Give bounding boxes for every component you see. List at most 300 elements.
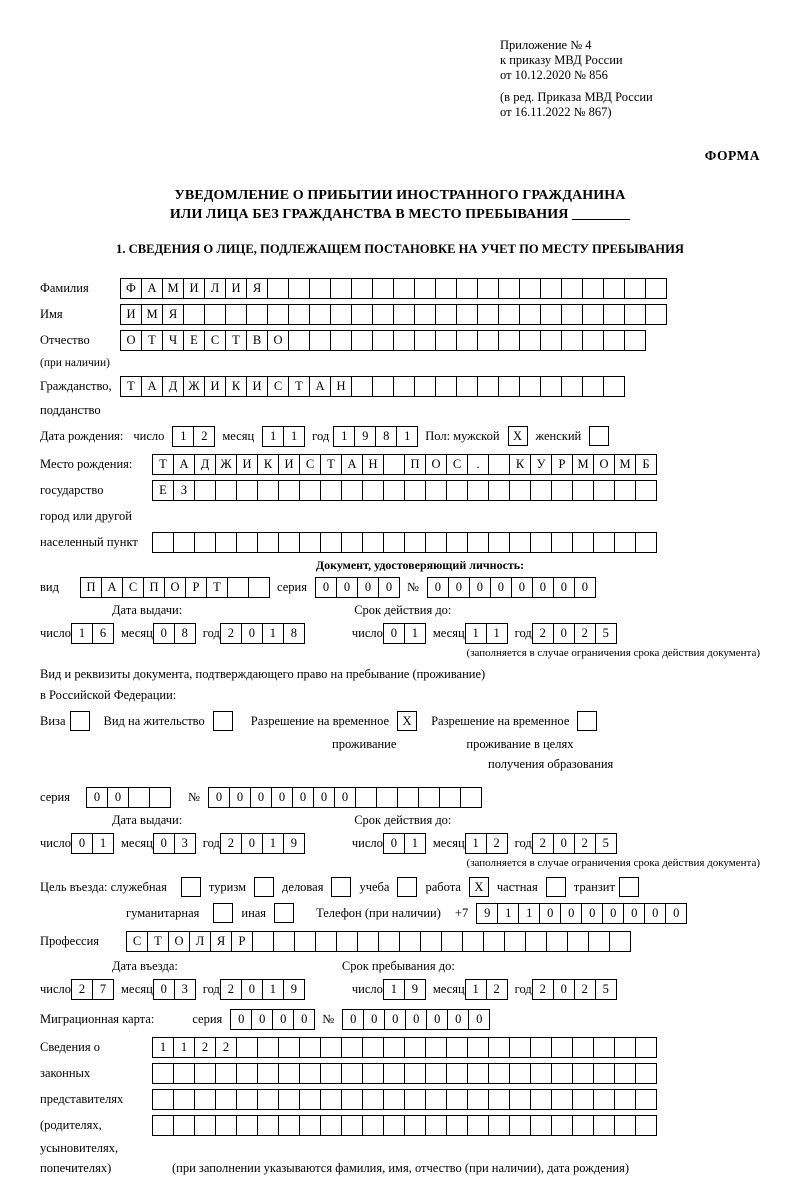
cell[interactable]: О	[120, 330, 142, 351]
cell[interactable]: Т	[141, 330, 163, 351]
cell[interactable]	[460, 787, 482, 808]
cell[interactable]: А	[141, 376, 163, 397]
cell[interactable]	[525, 931, 547, 952]
cell[interactable]	[320, 480, 342, 501]
cell[interactable]: 0	[378, 577, 400, 598]
cell[interactable]	[593, 1037, 615, 1058]
cell[interactable]	[397, 787, 419, 808]
cell[interactable]	[488, 1037, 510, 1058]
cell[interactable]: 2	[193, 426, 215, 447]
cell[interactable]	[393, 278, 415, 299]
cell[interactable]	[341, 1063, 363, 1084]
cell[interactable]	[425, 1063, 447, 1084]
cell[interactable]	[551, 480, 573, 501]
cell[interactable]	[488, 480, 510, 501]
cell[interactable]	[635, 1063, 657, 1084]
cell[interactable]	[572, 480, 594, 501]
cell[interactable]: Д	[162, 376, 184, 397]
cell[interactable]	[257, 532, 279, 553]
cell[interactable]: Р	[231, 931, 253, 952]
cell[interactable]: 0	[71, 833, 93, 854]
cell[interactable]	[509, 1037, 531, 1058]
cell[interactable]: 1	[71, 623, 93, 644]
cell[interactable]	[215, 1089, 237, 1110]
cell[interactable]	[215, 532, 237, 553]
cell[interactable]	[372, 304, 394, 325]
cell[interactable]	[498, 304, 520, 325]
doc-series-cells[interactable]	[315, 577, 399, 598]
cell[interactable]	[477, 376, 499, 397]
cell[interactable]: 1	[283, 426, 305, 447]
cell[interactable]	[236, 532, 258, 553]
stay-end-day-cells[interactable]	[383, 979, 425, 1000]
cell[interactable]: 2	[574, 833, 596, 854]
cell[interactable]: С	[446, 454, 468, 475]
cell[interactable]	[278, 480, 300, 501]
cell[interactable]	[320, 532, 342, 553]
cell[interactable]	[378, 931, 400, 952]
cell[interactable]: Н	[362, 454, 384, 475]
cell[interactable]	[425, 532, 447, 553]
cell[interactable]: 0	[539, 903, 561, 924]
cell[interactable]	[530, 532, 552, 553]
cell[interactable]	[530, 1115, 552, 1136]
cell[interactable]	[372, 376, 394, 397]
cell[interactable]	[582, 376, 604, 397]
cell[interactable]	[294, 931, 316, 952]
cell[interactable]	[257, 480, 279, 501]
cell[interactable]: 1	[172, 426, 194, 447]
cell[interactable]: 0	[468, 1009, 490, 1030]
profession-cells[interactable]	[126, 931, 630, 952]
cell[interactable]: 0	[383, 623, 405, 644]
cell[interactable]: 0	[251, 1009, 273, 1030]
legal-rep-cells-row3[interactable]	[152, 1089, 656, 1110]
cell[interactable]: 3	[174, 833, 196, 854]
surname-cells[interactable]	[120, 278, 666, 299]
cell[interactable]	[362, 532, 384, 553]
cell[interactable]: П	[80, 577, 102, 598]
doc-valid-month-cells[interactable]	[465, 623, 507, 644]
cell[interactable]: 1	[173, 1037, 195, 1058]
cell[interactable]	[320, 1037, 342, 1058]
cell[interactable]: 2	[486, 979, 508, 1000]
cell[interactable]: С	[122, 577, 144, 598]
cell[interactable]: 0	[644, 903, 666, 924]
cell[interactable]	[149, 787, 171, 808]
cell[interactable]	[299, 532, 321, 553]
cell[interactable]: И	[204, 376, 226, 397]
cell[interactable]: 1	[152, 1037, 174, 1058]
cell[interactable]	[467, 1037, 489, 1058]
cell[interactable]	[383, 1089, 405, 1110]
checkbox-purpose-private[interactable]	[546, 877, 566, 897]
cell[interactable]	[152, 532, 174, 553]
cell[interactable]	[288, 330, 310, 351]
cell[interactable]	[572, 1089, 594, 1110]
checkbox-purpose-transit[interactable]	[619, 877, 639, 897]
cell[interactable]	[128, 787, 150, 808]
cell[interactable]: А	[101, 577, 123, 598]
birth-year-cells[interactable]	[333, 426, 417, 447]
cell[interactable]: 0	[271, 787, 293, 808]
cell[interactable]: 0	[427, 577, 449, 598]
cell[interactable]	[498, 330, 520, 351]
cell[interactable]: 0	[315, 577, 337, 598]
cell[interactable]	[483, 931, 505, 952]
cell[interactable]	[215, 1063, 237, 1084]
cell[interactable]	[551, 1037, 573, 1058]
cell[interactable]	[509, 1089, 531, 1110]
cell[interactable]	[593, 1115, 615, 1136]
legal-rep-cells-row1[interactable]	[152, 1037, 656, 1058]
cell[interactable]: 0	[511, 577, 533, 598]
cell[interactable]: М	[141, 304, 163, 325]
cell[interactable]	[330, 330, 352, 351]
birth-place-cells-row1[interactable]	[152, 454, 656, 475]
cell[interactable]	[446, 1115, 468, 1136]
cell[interactable]	[257, 1037, 279, 1058]
cell[interactable]: 1	[262, 426, 284, 447]
cell[interactable]	[635, 1089, 657, 1110]
cell[interactable]	[362, 1063, 384, 1084]
cell[interactable]	[152, 1063, 174, 1084]
cell[interactable]: К	[257, 454, 279, 475]
cell[interactable]: 0	[357, 577, 379, 598]
cell[interactable]: П	[404, 454, 426, 475]
cell[interactable]	[351, 278, 373, 299]
cell[interactable]: 0	[560, 903, 582, 924]
cell[interactable]: 0	[553, 577, 575, 598]
name-cells[interactable]	[120, 304, 666, 325]
cell[interactable]: 1	[262, 979, 284, 1000]
cell[interactable]: 2	[532, 833, 554, 854]
cell[interactable]	[425, 1115, 447, 1136]
cell[interactable]	[393, 376, 415, 397]
cell[interactable]: 0	[229, 787, 251, 808]
cell[interactable]	[257, 1089, 279, 1110]
cell[interactable]	[320, 1063, 342, 1084]
cell[interactable]	[519, 304, 541, 325]
cell[interactable]	[362, 1089, 384, 1110]
stay-end-month-cells[interactable]	[465, 979, 507, 1000]
cell[interactable]	[236, 1037, 258, 1058]
cell[interactable]	[488, 1089, 510, 1110]
cell[interactable]: 0	[336, 577, 358, 598]
cell[interactable]	[593, 1063, 615, 1084]
cell[interactable]	[414, 330, 436, 351]
cell[interactable]	[588, 931, 610, 952]
stay-series-cells[interactable]	[86, 787, 170, 808]
cell[interactable]: А	[309, 376, 331, 397]
cell[interactable]: О	[168, 931, 190, 952]
cell[interactable]	[273, 931, 295, 952]
cell[interactable]	[299, 1037, 321, 1058]
cell[interactable]	[194, 532, 216, 553]
cell[interactable]: 9	[283, 833, 305, 854]
cell[interactable]: Д	[194, 454, 216, 475]
cell[interactable]	[288, 304, 310, 325]
cell[interactable]: С	[299, 454, 321, 475]
cell[interactable]: Т	[288, 376, 310, 397]
cell[interactable]: 2	[574, 979, 596, 1000]
cell[interactable]	[614, 532, 636, 553]
cell[interactable]	[567, 931, 589, 952]
cell[interactable]	[236, 1089, 258, 1110]
cell[interactable]	[372, 278, 394, 299]
cell[interactable]: Е	[152, 480, 174, 501]
cell[interactable]	[309, 304, 331, 325]
cell[interactable]	[227, 577, 249, 598]
cell[interactable]: Я	[162, 304, 184, 325]
cell[interactable]: 8	[375, 426, 397, 447]
cell[interactable]	[446, 1063, 468, 1084]
cell[interactable]	[593, 480, 615, 501]
cell[interactable]	[173, 532, 195, 553]
cell[interactable]	[509, 532, 531, 553]
cell[interactable]	[614, 1063, 636, 1084]
cell[interactable]: 0	[553, 623, 575, 644]
cell[interactable]	[383, 480, 405, 501]
cell[interactable]: 0	[250, 787, 272, 808]
cell[interactable]: И	[236, 454, 258, 475]
cell[interactable]: 0	[665, 903, 687, 924]
cell[interactable]	[603, 278, 625, 299]
cell[interactable]: 9	[354, 426, 376, 447]
cell[interactable]	[614, 1115, 636, 1136]
cell[interactable]	[288, 278, 310, 299]
cell[interactable]: 0	[272, 1009, 294, 1030]
cell[interactable]	[530, 1037, 552, 1058]
cell[interactable]: А	[141, 278, 163, 299]
cell[interactable]: Ж	[183, 376, 205, 397]
cell[interactable]: 2	[220, 833, 242, 854]
doc-valid-day-cells[interactable]	[383, 623, 425, 644]
cell[interactable]	[645, 304, 667, 325]
cell[interactable]	[383, 1115, 405, 1136]
cell[interactable]	[435, 330, 457, 351]
cell[interactable]	[362, 1115, 384, 1136]
doc-issue-year-cells[interactable]	[220, 623, 304, 644]
cell[interactable]: 0	[383, 833, 405, 854]
cell[interactable]	[204, 304, 226, 325]
checkbox-purpose-tourism[interactable]	[254, 877, 274, 897]
cell[interactable]	[315, 931, 337, 952]
checkbox-female[interactable]	[589, 426, 609, 446]
birth-place-cells-row3[interactable]	[152, 532, 656, 553]
cell[interactable]: 0	[313, 787, 335, 808]
cell[interactable]	[215, 1115, 237, 1136]
cell[interactable]	[376, 787, 398, 808]
doc-valid-year-cells[interactable]	[532, 623, 616, 644]
cell[interactable]	[635, 1037, 657, 1058]
birth-month-cells[interactable]	[262, 426, 304, 447]
cell[interactable]	[393, 330, 415, 351]
cell[interactable]	[540, 278, 562, 299]
cell[interactable]	[609, 931, 631, 952]
cell[interactable]	[546, 931, 568, 952]
cell[interactable]: 0	[384, 1009, 406, 1030]
cell[interactable]	[530, 480, 552, 501]
cell[interactable]	[467, 1063, 489, 1084]
cell[interactable]: 1	[497, 903, 519, 924]
legal-rep-cells-row2[interactable]	[152, 1063, 656, 1084]
cell[interactable]	[519, 278, 541, 299]
cell[interactable]	[355, 787, 377, 808]
cell[interactable]	[341, 1089, 363, 1110]
cell[interactable]	[357, 931, 379, 952]
cell[interactable]	[372, 330, 394, 351]
cell[interactable]	[225, 304, 247, 325]
cell[interactable]	[456, 330, 478, 351]
cell[interactable]: 1	[92, 833, 114, 854]
cell[interactable]	[414, 304, 436, 325]
cell[interactable]	[561, 330, 583, 351]
cell[interactable]	[446, 532, 468, 553]
cell[interactable]	[488, 1063, 510, 1084]
cell[interactable]: 1	[465, 979, 487, 1000]
cell[interactable]	[173, 1089, 195, 1110]
cell[interactable]	[309, 330, 331, 351]
cell[interactable]	[246, 304, 268, 325]
cell[interactable]	[267, 278, 289, 299]
cell[interactable]: 2	[194, 1037, 216, 1058]
cell[interactable]	[498, 376, 520, 397]
cell[interactable]	[603, 376, 625, 397]
cell[interactable]	[582, 330, 604, 351]
entry-year-cells[interactable]	[220, 979, 304, 1000]
cell[interactable]: 5	[595, 979, 617, 1000]
cell[interactable]	[435, 304, 457, 325]
cell[interactable]: В	[246, 330, 268, 351]
cell[interactable]	[572, 532, 594, 553]
cell[interactable]	[519, 330, 541, 351]
checkbox-male[interactable]: Х	[508, 426, 528, 446]
stay-issue-month-cells[interactable]	[153, 833, 195, 854]
cell[interactable]: П	[143, 577, 165, 598]
cell[interactable]: 2	[215, 1037, 237, 1058]
cell[interactable]	[194, 480, 216, 501]
cell[interactable]	[236, 1063, 258, 1084]
cell[interactable]	[425, 1089, 447, 1110]
cell[interactable]: К	[225, 376, 247, 397]
cell[interactable]: 0	[153, 833, 175, 854]
cell[interactable]	[540, 376, 562, 397]
cell[interactable]: Т	[147, 931, 169, 952]
cell[interactable]	[215, 480, 237, 501]
cell[interactable]	[362, 1037, 384, 1058]
checkbox-edu-residence[interactable]	[577, 711, 597, 731]
cell[interactable]	[456, 376, 478, 397]
cell[interactable]: У	[530, 454, 552, 475]
cell[interactable]: И	[278, 454, 300, 475]
cell[interactable]: 8	[174, 623, 196, 644]
cell[interactable]: 2	[220, 623, 242, 644]
cell[interactable]	[320, 1115, 342, 1136]
stay-issue-year-cells[interactable]	[220, 833, 304, 854]
cell[interactable]	[551, 1063, 573, 1084]
cell[interactable]: 0	[292, 787, 314, 808]
cell[interactable]: 1	[262, 833, 284, 854]
cell[interactable]: О	[267, 330, 289, 351]
cell[interactable]	[467, 1115, 489, 1136]
cell[interactable]	[257, 1063, 279, 1084]
cell[interactable]	[624, 304, 646, 325]
cell[interactable]	[462, 931, 484, 952]
cell[interactable]	[593, 1089, 615, 1110]
cell[interactable]: 0	[86, 787, 108, 808]
cell[interactable]: И	[246, 376, 268, 397]
cell[interactable]	[362, 480, 384, 501]
cell[interactable]: 7	[92, 979, 114, 1000]
cell[interactable]	[336, 931, 358, 952]
cell[interactable]: 8	[283, 623, 305, 644]
stay-valid-day-cells[interactable]	[383, 833, 425, 854]
cell[interactable]	[551, 1089, 573, 1110]
cell[interactable]	[320, 1089, 342, 1110]
stay-valid-month-cells[interactable]	[465, 833, 507, 854]
cell[interactable]: 3	[174, 979, 196, 1000]
cell[interactable]	[509, 480, 531, 501]
doc-issue-month-cells[interactable]	[153, 623, 195, 644]
cell[interactable]	[561, 376, 583, 397]
cell[interactable]	[456, 278, 478, 299]
cell[interactable]	[425, 480, 447, 501]
cell[interactable]	[509, 1063, 531, 1084]
cell[interactable]	[299, 480, 321, 501]
cell[interactable]: 0	[602, 903, 624, 924]
cell[interactable]: .	[467, 454, 489, 475]
cell[interactable]	[603, 330, 625, 351]
cell[interactable]	[252, 931, 274, 952]
stay-valid-year-cells[interactable]	[532, 833, 616, 854]
cell[interactable]: 9	[283, 979, 305, 1000]
cell[interactable]	[248, 577, 270, 598]
cell[interactable]	[341, 480, 363, 501]
doc-number-cells[interactable]	[427, 577, 595, 598]
cell[interactable]	[194, 1063, 216, 1084]
cell[interactable]	[456, 304, 478, 325]
cell[interactable]	[404, 1063, 426, 1084]
cell[interactable]	[425, 1037, 447, 1058]
cell[interactable]	[173, 1115, 195, 1136]
cell[interactable]: 0	[241, 833, 263, 854]
cell[interactable]: 0	[342, 1009, 364, 1030]
patronymic-cells[interactable]	[120, 330, 645, 351]
cell[interactable]: Я	[210, 931, 232, 952]
cell[interactable]	[404, 532, 426, 553]
cell[interactable]: Я	[246, 278, 268, 299]
cell[interactable]	[414, 376, 436, 397]
cell[interactable]	[393, 304, 415, 325]
cell[interactable]: С	[126, 931, 148, 952]
cell[interactable]	[488, 532, 510, 553]
cell[interactable]: 0	[490, 577, 512, 598]
cell[interactable]: 0	[532, 577, 554, 598]
stay-number-cells[interactable]	[208, 787, 481, 808]
cell[interactable]: Н	[330, 376, 352, 397]
checkbox-purpose-service[interactable]	[181, 877, 201, 897]
cell[interactable]	[278, 1063, 300, 1084]
cell[interactable]: 0	[623, 903, 645, 924]
doc-issue-day-cells[interactable]	[71, 623, 113, 644]
citizenship-cells[interactable]	[120, 376, 624, 397]
cell[interactable]: О	[593, 454, 615, 475]
cell[interactable]	[572, 1037, 594, 1058]
cell[interactable]	[467, 532, 489, 553]
cell[interactable]	[488, 1115, 510, 1136]
cell[interactable]	[441, 931, 463, 952]
